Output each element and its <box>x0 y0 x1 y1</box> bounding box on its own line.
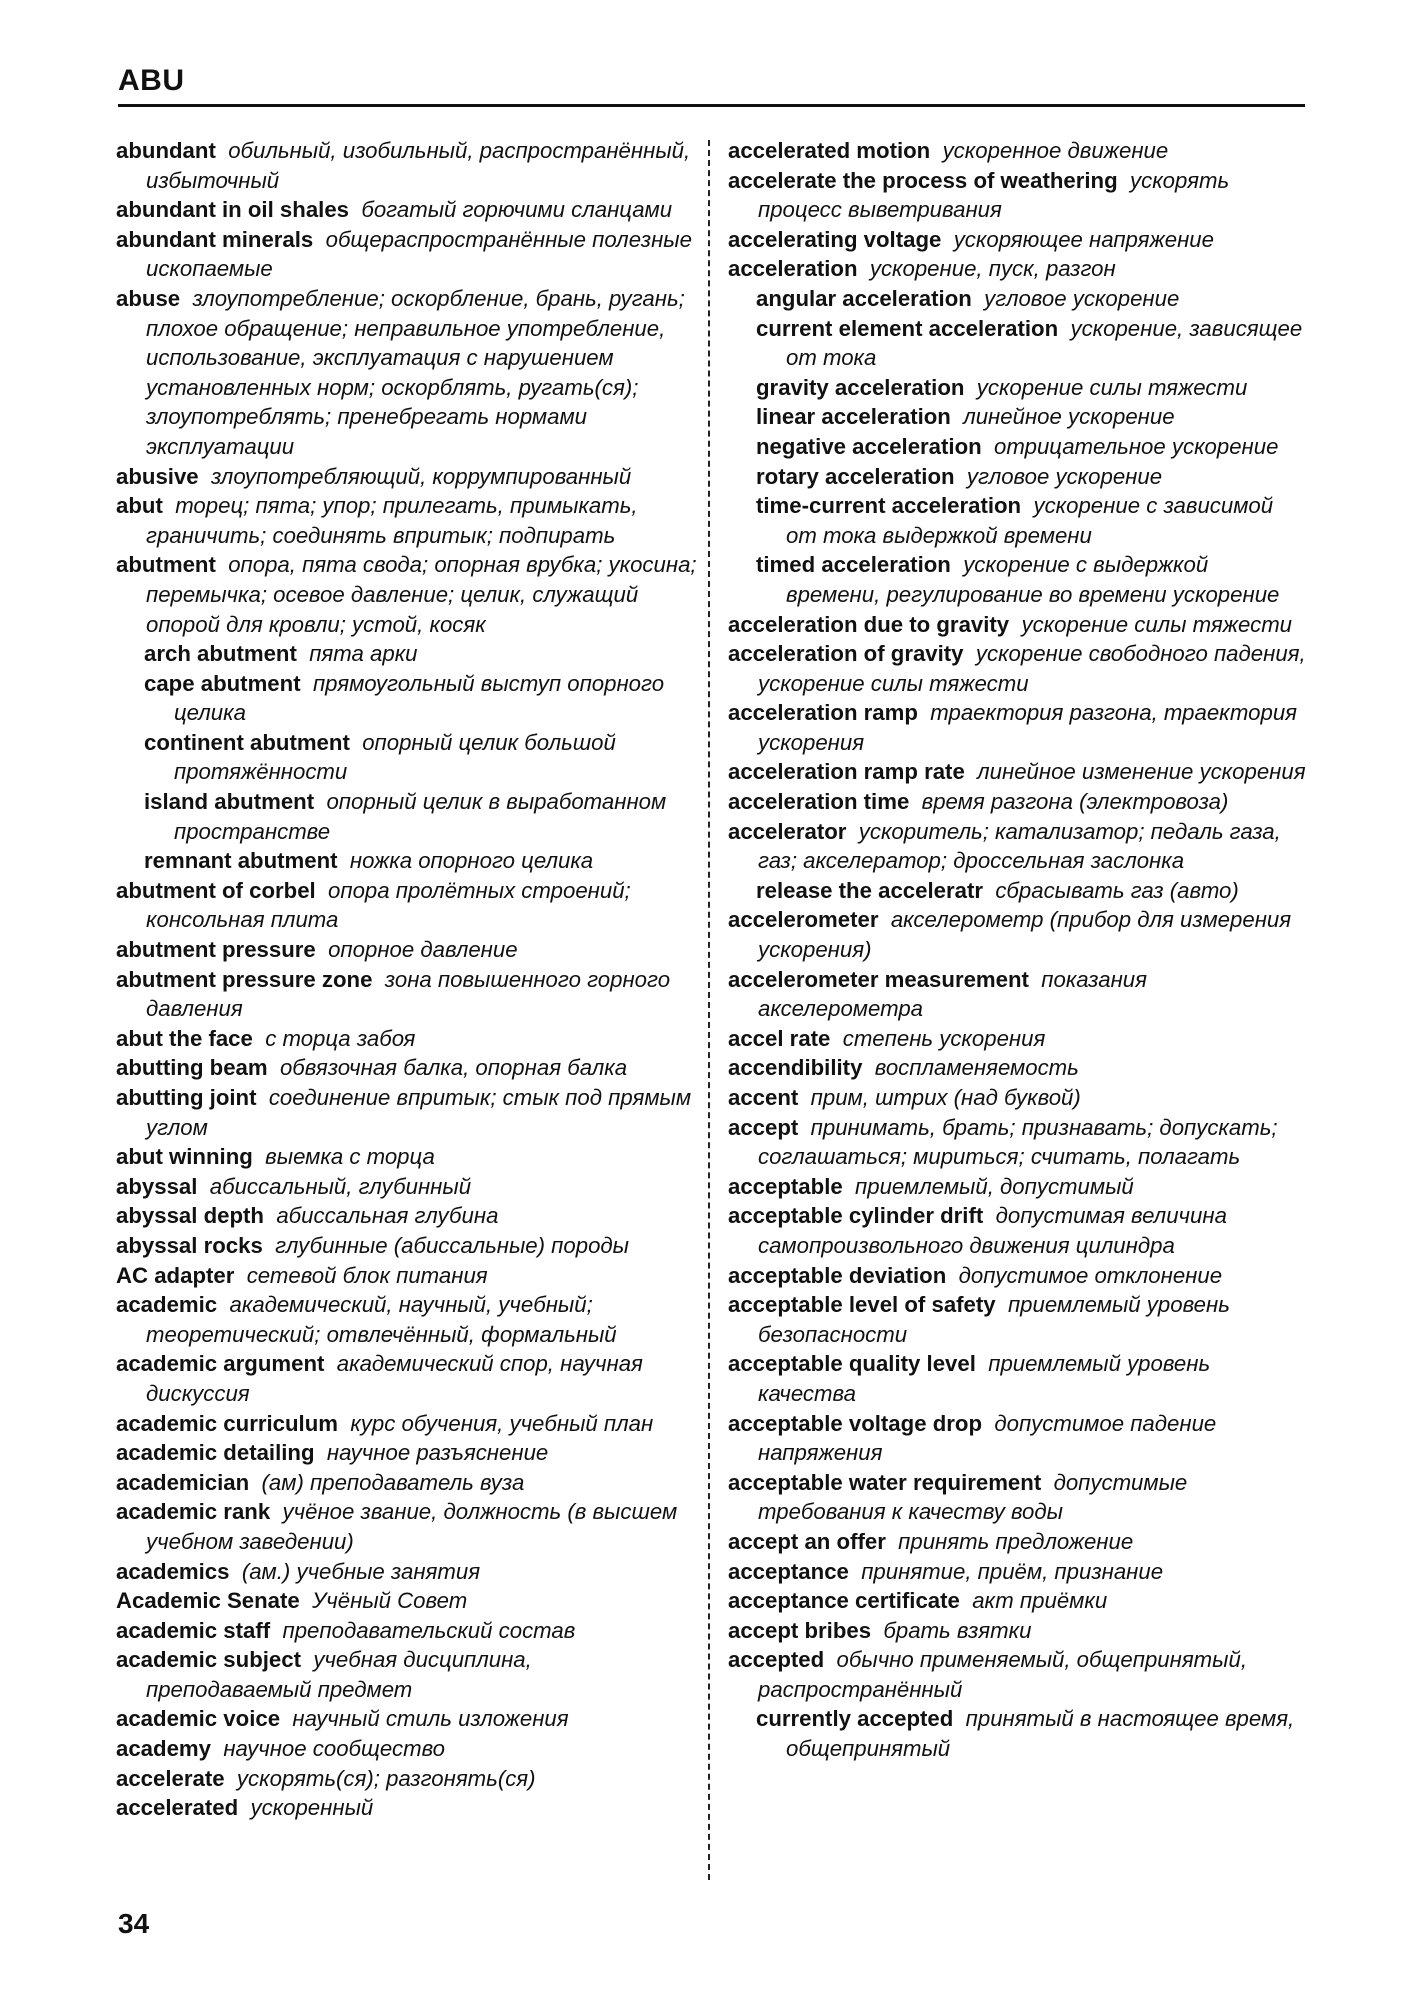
dictionary-column-left <box>116 136 701 1823</box>
entry-gloss: выемка с торца <box>265 1144 435 1170</box>
entry-term: current element acceleration <box>756 315 1059 341</box>
dictionary-entry <box>116 1024 701 1054</box>
entry-term: abutment <box>116 552 216 578</box>
entry-term: abusive <box>116 463 199 489</box>
entry-gloss: абиссальная глубина <box>276 1203 499 1229</box>
dictionary-entry <box>116 935 701 965</box>
entry-term: academic detailing <box>116 1440 315 1466</box>
entry-gloss: приемлемый уровень безопасности <box>758 1292 1230 1347</box>
sub-entry <box>116 787 701 846</box>
entry-term: acceleration ramp <box>728 700 918 726</box>
dictionary-entry <box>116 1468 701 1498</box>
dictionary-entry <box>728 1527 1306 1557</box>
entry-term: acceptable cylinder drift <box>728 1203 984 1229</box>
entry-gloss: зона повышенного горного давления <box>146 966 671 1022</box>
entry-term: remnant abutment <box>144 848 338 874</box>
entry-gloss: ускорение, пуск, разгон <box>869 256 1116 282</box>
dictionary-entry <box>116 1793 701 1823</box>
entry-term: accelerated <box>116 1795 239 1821</box>
dictionary-entry <box>116 1586 701 1616</box>
entry-gloss: богатый горючими сланцами <box>361 197 673 223</box>
entry-gloss: обильный, изобильный, распространённый, избыточный <box>146 138 691 193</box>
entry-gloss: прямоугольный выступ опорного целика <box>174 670 665 726</box>
entry-term: accel rate <box>728 1025 831 1051</box>
entry-term: acceptable deviation <box>728 1262 947 1288</box>
entry-gloss: допустимое отклонение <box>958 1262 1223 1288</box>
entry-term: arch abutment <box>144 641 297 667</box>
sub-entry <box>728 402 1306 432</box>
entry-term: accendibility <box>728 1055 863 1081</box>
sub-entry <box>116 846 701 876</box>
dictionary-entry <box>728 1468 1306 1527</box>
entry-term: gravity acceleration <box>756 374 965 400</box>
entry-gloss: злоупотребление; оскорбление, брань, ругань; плохое обращение; неправильное употребление, использование, эксплуатация с нарушением установленных норм; оскорблять, ругать(ся); злоупотреблять; пренебрегать нормами эксплуатации <box>146 285 685 459</box>
dictionary-entry <box>116 876 701 935</box>
dictionary-entry <box>116 550 701 639</box>
dictionary-entry <box>728 1616 1306 1646</box>
entry-gloss: показания акселерометра <box>758 966 1147 1022</box>
dictionary-column-right <box>728 136 1306 1764</box>
entry-term: accelerometer <box>728 907 879 933</box>
sub-entry <box>728 1704 1306 1763</box>
dictionary-entry <box>116 1409 701 1439</box>
dictionary-entry <box>116 491 701 550</box>
entry-term: accent <box>728 1085 799 1110</box>
entry-gloss: абиссальный, глубинный <box>209 1173 472 1199</box>
dictionary-entry <box>116 1734 701 1764</box>
entry-term: academician <box>116 1469 250 1495</box>
entry-gloss: ускоряющее напряжение <box>953 226 1214 252</box>
entry-gloss: обвязочная балка, опорная балка <box>279 1055 628 1081</box>
entry-gloss: линейное изменение ускорения <box>977 759 1306 785</box>
entry-term: acceptable <box>728 1173 843 1199</box>
sub-entry <box>728 462 1306 492</box>
dictionary-entry <box>116 1616 701 1646</box>
entry-gloss: академический, научный, учебный; теоретический; отвлечённый, формальный <box>146 1292 617 1347</box>
dictionary-entry <box>116 1645 701 1704</box>
dictionary-entry <box>728 905 1306 964</box>
entry-term: AC adapter <box>116 1262 235 1288</box>
dictionary-entry <box>116 1497 701 1556</box>
entry-term: abutment pressure <box>116 937 316 963</box>
entry-term: cape abutment <box>144 670 301 696</box>
entry-gloss: опора, пята свода; опорная врубка; укосина; перемычка; осевое давление; целик, служащий опорой для кровли; устой, косяк <box>146 552 697 637</box>
dictionary-entry <box>728 817 1306 876</box>
entry-gloss: глубинные (абиссальные) породы <box>275 1232 630 1258</box>
dictionary-entry <box>116 1704 701 1734</box>
entry-gloss: ускорение силы тяжести <box>1021 611 1293 637</box>
entry-term: acceleration <box>728 256 858 282</box>
entry-term: acceptance certificate <box>728 1588 960 1614</box>
entry-term: academic subject <box>116 1647 301 1673</box>
entry-gloss: Учёный Совет <box>312 1588 468 1614</box>
entry-term: continent abutment <box>144 729 350 755</box>
dictionary-entry <box>116 1290 701 1349</box>
entry-term: abutment of corbel <box>116 877 316 903</box>
entry-term: accelerometer measurement <box>728 966 1029 992</box>
entry-gloss: сетевой блок питания <box>246 1262 488 1288</box>
entry-term: abundant in oil shales <box>116 197 350 223</box>
entry-term: acceptable voltage drop <box>728 1410 982 1436</box>
entry-term: accept bribes <box>728 1617 872 1643</box>
dictionary-entry <box>116 1438 701 1468</box>
entry-term: acceleration due to gravity <box>728 611 1010 637</box>
entry-term: accelerator <box>728 818 847 844</box>
entry-gloss: ускоренный <box>250 1795 374 1821</box>
entry-term: academic curriculum <box>116 1410 338 1436</box>
entry-gloss: ускорение свободного падения, ускорение силы тяжести <box>758 641 1306 696</box>
dictionary-entry <box>728 1201 1306 1260</box>
column-separator <box>708 140 710 1880</box>
entry-term: accept an offer <box>728 1528 886 1554</box>
entry-gloss: злоупотребляющий, коррумпированный <box>210 463 632 489</box>
entry-gloss: ускорение с зависимой от тока выдержкой времени <box>786 493 1274 548</box>
entry-gloss: научное сообщество <box>223 1736 446 1762</box>
dictionary-entry <box>116 1083 701 1142</box>
dictionary-entry <box>116 1053 701 1083</box>
dictionary-entry <box>728 1586 1306 1616</box>
sub-entry <box>728 314 1306 373</box>
entry-gloss: принимать, брать; признавать; допускать; соглашаться; мириться; считать, полагать <box>758 1114 1278 1170</box>
entry-term: abutting beam <box>116 1055 268 1081</box>
sub-entry <box>728 550 1306 609</box>
entry-term: abuse <box>116 285 181 311</box>
entry-term: acceptable water requirement <box>728 1469 1042 1495</box>
entry-gloss: допустимое падение напряжения <box>758 1410 1217 1466</box>
entry-term: abyssal depth <box>116 1203 264 1229</box>
dictionary-entry <box>728 1409 1306 1468</box>
dictionary-entry <box>116 1764 701 1794</box>
entry-gloss: степень ускорения <box>842 1025 1046 1051</box>
entry-gloss: с торца забоя <box>265 1025 416 1051</box>
entry-term: acceptance <box>728 1558 849 1584</box>
entry-term: time-current acceleration <box>756 493 1022 519</box>
sub-entry <box>728 491 1306 550</box>
entry-term: abut winning <box>116 1144 253 1170</box>
entry-gloss: ускорять процесс выветривания <box>758 167 1230 223</box>
dictionary-entry <box>728 639 1306 698</box>
entry-term: timed acceleration <box>756 552 951 578</box>
sub-entry <box>728 876 1306 906</box>
entry-gloss: преподавательский состав <box>282 1617 576 1643</box>
dictionary-entry <box>728 136 1306 166</box>
dictionary-entry <box>116 195 701 225</box>
entry-gloss: ускорение с выдержкой времени, регулирование во времени ускорение <box>786 552 1280 607</box>
entry-gloss: торец; пята; упор; прилегать, примыкать, граничить; соединять впритык; подпирать <box>146 493 638 548</box>
entry-gloss: акт приёмки <box>972 1588 1108 1614</box>
entry-term: island abutment <box>144 789 315 815</box>
entry-term: accepted <box>728 1647 825 1673</box>
header-rule <box>118 104 1305 107</box>
entry-term: abutting joint <box>116 1085 257 1110</box>
entry-gloss: учёное звание, должность (в высшем учебном заведении) <box>146 1499 678 1554</box>
entry-term: linear acceleration <box>756 404 951 430</box>
entry-gloss: ускоренное движение <box>942 138 1169 163</box>
entry-term: academic rank <box>116 1499 271 1525</box>
entry-gloss: обычно применяемый, общепринятый, распространённый <box>758 1647 1247 1702</box>
entry-gloss: (ам) преподаватель вуза <box>261 1469 525 1495</box>
entry-gloss: учебная дисциплина, преподаваемый предмет <box>146 1647 532 1702</box>
sub-entry <box>728 373 1306 403</box>
entry-term: academics <box>116 1558 230 1584</box>
entry-term: acceptable quality level <box>728 1351 976 1377</box>
entry-gloss: опора пролётных строений; консольная плита <box>146 877 631 933</box>
dictionary-entry <box>728 965 1306 1024</box>
running-head: ABU <box>118 64 185 97</box>
page-number: 34 <box>118 1908 150 1939</box>
dictionary-entry <box>728 1349 1306 1408</box>
sub-entry <box>116 669 701 728</box>
entry-term: abutment pressure zone <box>116 966 373 992</box>
entry-gloss: опорный целик большой протяжённости <box>174 729 616 785</box>
entry-term: academic voice <box>116 1706 281 1732</box>
entry-term: rotary acceleration <box>756 463 955 489</box>
entry-gloss: опорный целик в выработанном пространстве <box>174 789 667 844</box>
entry-gloss: соединение впритык; стык под прямым углом <box>146 1085 692 1140</box>
sub-entry <box>116 728 701 787</box>
dictionary-entry <box>728 787 1306 817</box>
dictionary-entry <box>728 1645 1306 1704</box>
dictionary-entry <box>116 1201 701 1231</box>
entry-term: negative acceleration <box>756 433 982 459</box>
dictionary-entry <box>116 1142 701 1172</box>
entry-gloss: отрицательное ускорение <box>994 433 1279 459</box>
entry-term: abundant minerals <box>116 226 314 252</box>
entry-gloss: (ам.) учебные занятия <box>241 1558 481 1584</box>
sub-entry <box>728 432 1306 462</box>
sub-entry <box>728 284 1306 314</box>
entry-gloss: принять предложение <box>898 1528 1134 1554</box>
entry-term: acceptable level of safety <box>728 1292 996 1318</box>
entry-term: abundant <box>116 138 216 163</box>
dictionary-entry <box>116 1261 701 1291</box>
entry-term: accelerating voltage <box>728 226 942 252</box>
entry-gloss: ножка опорного целика <box>349 848 594 874</box>
entry-gloss: ускорение силы тяжести <box>976 374 1248 400</box>
dictionary-entry <box>116 284 701 462</box>
dictionary-entry <box>116 1172 701 1202</box>
entry-gloss: линейное ускорение <box>963 404 1175 430</box>
dictionary-entry <box>728 1024 1306 1054</box>
entry-term: currently accepted <box>756 1706 954 1732</box>
entry-gloss: допустимые требования к качеству воды <box>758 1469 1188 1525</box>
dictionary-entry <box>116 1349 701 1408</box>
entry-term: Academic Senate <box>116 1588 300 1614</box>
entry-gloss: научный стиль изложения <box>292 1706 569 1732</box>
entry-gloss: научное разъяснение <box>326 1440 549 1466</box>
entry-gloss: угловое ускорение <box>984 285 1180 311</box>
dictionary-entry <box>728 254 1306 284</box>
dictionary-entry <box>116 462 701 492</box>
entry-term: accept <box>728 1114 799 1140</box>
entry-gloss: акселерометр (прибор для измерения ускорения) <box>758 907 1292 963</box>
entry-term: accelerated motion <box>728 138 931 163</box>
entry-gloss: прим, штрих (над буквой) <box>810 1085 1081 1110</box>
entry-gloss: пята арки <box>309 641 418 667</box>
dictionary-entry <box>116 1557 701 1587</box>
entry-term: accelerate <box>116 1765 225 1791</box>
entry-term: acceleration of gravity <box>728 641 964 667</box>
dictionary-entry <box>728 1290 1306 1349</box>
entry-term: release the acceleratr <box>756 877 983 903</box>
dictionary-entry <box>728 757 1306 787</box>
dictionary-entry <box>728 1261 1306 1291</box>
entry-gloss: приемлемый уровень качества <box>758 1351 1211 1406</box>
dictionary-entry <box>116 225 701 284</box>
entry-gloss: принятие, приём, признание <box>861 1558 1164 1584</box>
dictionary-entry <box>116 1231 701 1261</box>
entry-gloss: академический спор, научная дискуссия <box>146 1351 643 1406</box>
entry-term: accelerate the process of weathering <box>728 167 1118 193</box>
entry-term: angular acceleration <box>756 285 972 311</box>
entry-gloss: воспламеняемость <box>874 1055 1079 1081</box>
dictionary-entry <box>728 698 1306 757</box>
entry-term: abyssal <box>116 1173 198 1199</box>
entry-gloss: брать взятки <box>883 1617 1032 1643</box>
dictionary-entry <box>728 1083 1306 1113</box>
entry-term: acceleration ramp rate <box>728 759 965 785</box>
dictionary-entry <box>728 166 1306 225</box>
entry-gloss: время разгона (электровоза) <box>921 789 1229 815</box>
entry-gloss: приемлемый, допустимый <box>855 1173 1134 1199</box>
entry-gloss: ускорение, зависящее от тока <box>786 315 1303 371</box>
entry-term: abut the face <box>116 1025 253 1051</box>
dictionary-entry <box>728 1557 1306 1587</box>
entry-term: academy <box>116 1736 211 1762</box>
entry-term: acceleration time <box>728 789 910 815</box>
entry-gloss: ускорять(ся); разгонять(ся) <box>236 1765 536 1791</box>
dictionary-entry <box>728 1113 1306 1172</box>
entry-term: abyssal rocks <box>116 1232 263 1258</box>
sub-entry <box>116 639 701 669</box>
entry-term: academic <box>116 1292 218 1318</box>
entry-gloss: ускоритель; катализатор; педаль газа, газ; акселератор; дроссельная заслонка <box>758 818 1281 874</box>
entry-gloss: принятый в настоящее время, общепринятый <box>786 1706 1295 1762</box>
entry-term: abut <box>116 493 163 519</box>
dictionary-entry <box>728 225 1306 255</box>
entry-gloss: опорное давление <box>328 937 518 963</box>
entry-term: academic argument <box>116 1351 325 1377</box>
entry-gloss: общераспространённые полезные ископаемые <box>146 226 692 282</box>
entry-gloss: сбрасывать газ (авто) <box>995 877 1239 903</box>
dictionary-entry <box>116 965 701 1024</box>
dictionary-entry <box>728 1172 1306 1202</box>
entry-gloss: допустимая величина самопроизвольного движения цилиндра <box>758 1203 1227 1258</box>
dictionary-entry <box>116 136 701 195</box>
dictionary-entry <box>728 1053 1306 1083</box>
entry-gloss: курс обучения, учебный план <box>350 1410 654 1436</box>
entry-gloss: угловое ускорение <box>966 463 1163 489</box>
entry-term: academic staff <box>116 1617 271 1643</box>
dictionary-entry <box>728 610 1306 640</box>
entry-gloss: траектория разгона, траектория ускорения <box>758 700 1298 755</box>
